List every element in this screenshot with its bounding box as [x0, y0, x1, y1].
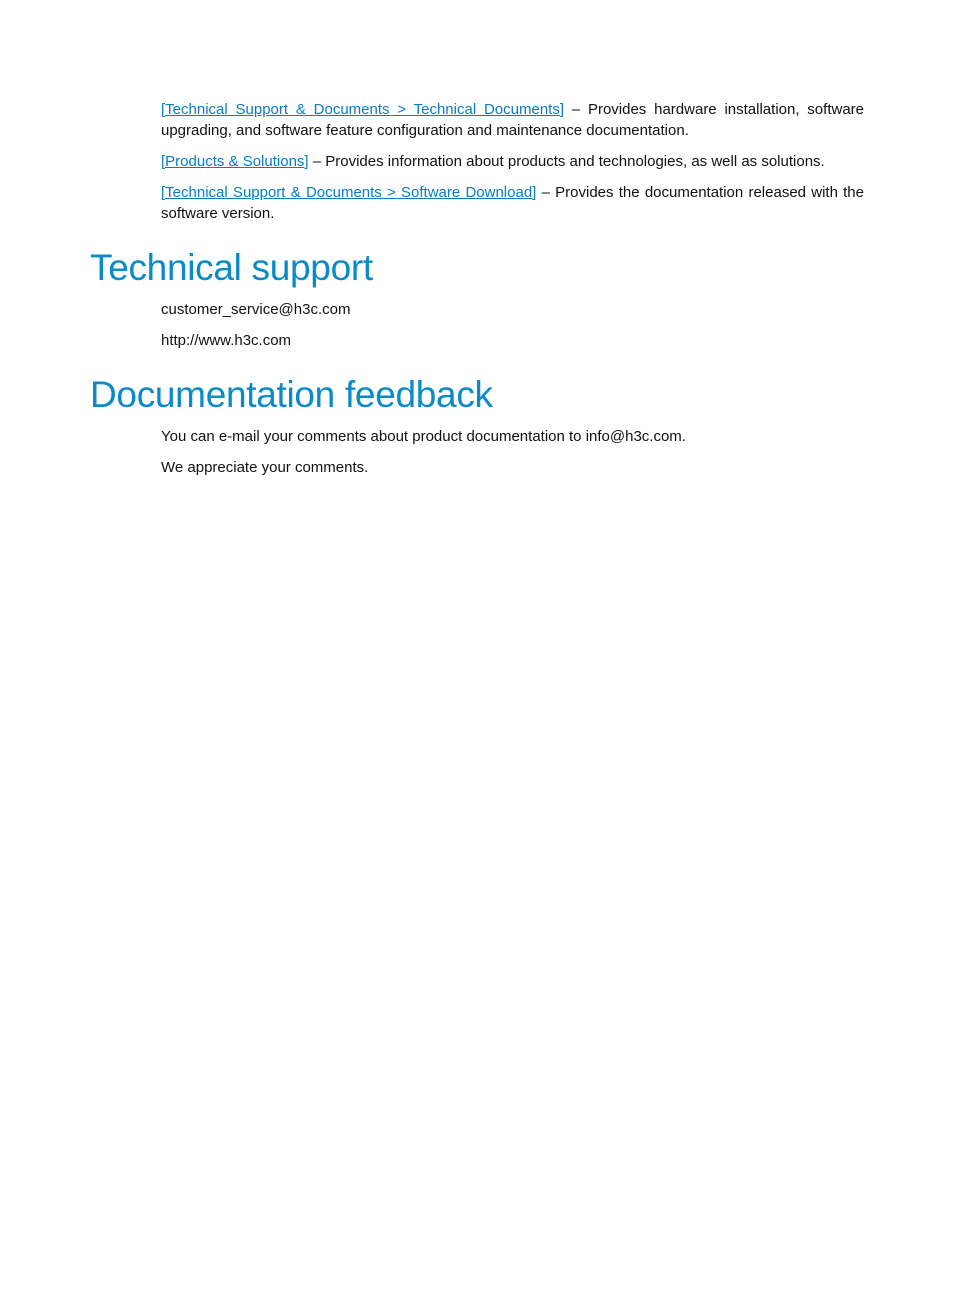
- support-website: http://www.h3c.com: [161, 332, 292, 349]
- technical-documents-link[interactable]: [Technical Support & Documents > Technical Documents]: [161, 101, 564, 118]
- technical-documents-description: – Provides hardware installation, software upgrading, and software feature configuration and maintenance documentation.: [161, 101, 864, 139]
- intro-item-technical-documents: [161, 99, 864, 141]
- intro-item-products-solutions: [161, 151, 864, 172]
- software-download-link[interactable]: [Technical Support & Documents > Software Download]: [161, 184, 537, 201]
- products-solutions-description: – Provides information about products and technologies, as well as solutions.: [308, 153, 825, 170]
- support-email: customer_service@h3c.com: [161, 301, 351, 318]
- technical-support-heading: Technical support: [90, 247, 373, 288]
- feedback-appreciation: We appreciate your comments.: [161, 459, 369, 476]
- products-solutions-link[interactable]: [Products & Solutions]: [161, 153, 309, 170]
- documentation-feedback-heading: Documentation feedback: [90, 374, 493, 415]
- intro-item-software-download: [161, 182, 864, 224]
- software-download-description: – Provides the documentation released with the software version.: [161, 184, 864, 222]
- feedback-instructions: You can e-mail your comments about product documentation to info@h3c.com.: [161, 428, 686, 445]
